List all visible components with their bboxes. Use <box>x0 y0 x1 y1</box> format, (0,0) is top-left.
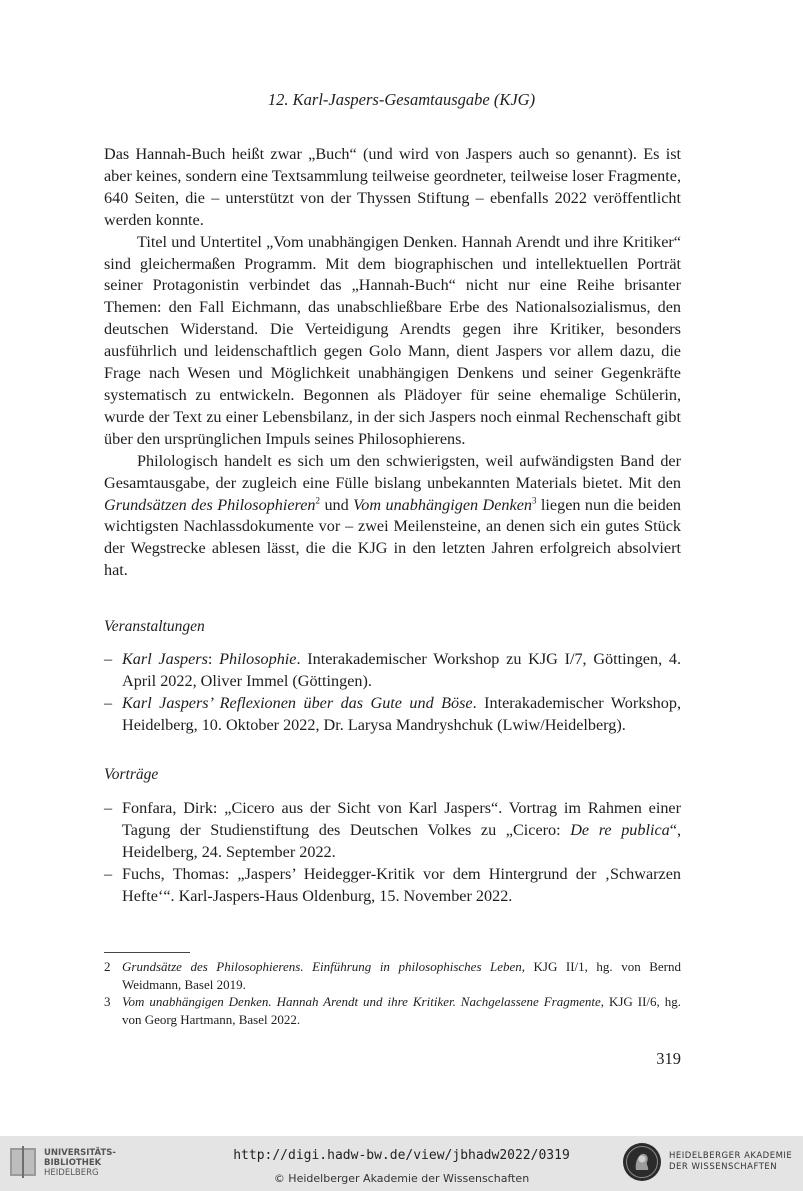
academy-line-2: DER WISSENSCHAFTEN <box>669 1162 778 1172</box>
paragraph-3-title-2: Vom unabhängigen Denken <box>353 495 532 514</box>
page-header: 12. Karl-Jaspers-Gesamtausgabe (KJG) <box>267 90 536 109</box>
list-item <box>104 649 681 693</box>
footnote-title: Grundsätze des Philosophierens. Einführung in philosophisches Leben <box>122 959 522 974</box>
talks-heading: Vorträge <box>104 766 159 783</box>
library-line-2: BIBLIOTHEK <box>44 1158 102 1168</box>
event-details: . Interakademischer Workshop, Heidelberg, 10. Oktober 2022, Dr. Larysa Mandryshchuk (Lwiw/Heidelberg). <box>122 693 681 734</box>
events-list <box>104 649 681 737</box>
paragraph-3 <box>104 451 681 582</box>
copyright-notice: © Heidelberger Akademie der Wissenschaften <box>273 1172 530 1185</box>
footnote-title: Vom unabhängigen Denken. Hannah Arendt und ihre Kritiker. Nachgelassene Fragmente <box>122 994 601 1009</box>
list-dash: – <box>104 650 113 668</box>
list-dash: – <box>104 799 113 817</box>
talk-title: De re publica <box>570 820 670 839</box>
paragraph-3-title-1: Grundsätzen des Philosophieren <box>104 495 316 514</box>
talk-details: “, Heidelberg, 24. September 2022. <box>122 820 681 861</box>
list-item <box>104 798 681 864</box>
page-number: 319 <box>656 1049 681 1068</box>
list-dash: – <box>104 693 113 712</box>
footnote-2 <box>104 958 681 993</box>
body-text <box>104 144 681 582</box>
footnotes <box>104 958 681 1028</box>
paragraph-1: Das Hannah-Buch heißt zwar „Buch“ (und wird von Jaspers auch so genannt). Es ist aber keines, sondern eine Textsammlung teilweise geordneter, teilweise loser Fragmente, 640 Seiten, die – unterstützt von der Thyssen Stiftung – ebenfalls 2022 veröffentlicht werden konnte. <box>104 145 681 229</box>
events-heading: Veranstaltungen <box>104 618 205 635</box>
list-item <box>104 693 681 737</box>
list-item <box>104 864 681 908</box>
footnote-3 <box>104 993 681 1028</box>
paragraph-2: Titel und Untertitel „Vom unabhängigen Denken. Hannah Arendt und ihre Kritiker“ sind gleichermaßen Programm. Mit dem biographischen und intellektuellen Porträt seiner Protagonistin verbindet das „Hannah-Buch“ nicht nur eine Reihe brisanter Themen: den Fall Eichmann, das unabschließbare Erbe des Nationalsozialismus, den deutschen Widerstand. Die Verteidigung Arendts gegen ihre Kritiker, besonders ausführlich und leidenschaftlich gegen Golo Mann, dient Jaspers vor allem dazu, die Frage nach Wesen und Möglichkeit unabhängigen Denkens und seiner Gegenkräfte systematisch zu entwickeln. Begonnen als Plädoyer für seine ehemalige Schülerin, wurde der Text zu einer Lebensbilanz, in der sich Jaspers noch einmal Rechenschaft gibt über den ursprünglichen Impuls seines Philosophierens. <box>104 232 681 448</box>
footnote-ref-2[interactable]: 2 <box>315 495 321 506</box>
paragraph-3-part2: und <box>320 495 354 514</box>
event-author: Karl Jaspers <box>122 650 208 668</box>
paragraph-3-part1: Philologisch handelt es sich um den schwierigsten, weil aufwändigsten Band der Gesamtausgabe, der zugleich eine Fülle bislang unbekannten Materials bietet. Mit den <box>104 451 681 492</box>
footnote-details: , KJG II/6, hg. von Georg Hartmann, Basel 2022. <box>122 994 681 1027</box>
library-line-3: HEIDELBERG <box>44 1168 99 1178</box>
library-line-1: UNIVERSITÄTS- <box>44 1148 116 1158</box>
academy-line-1: HEIDELBERGER AKADEMIE <box>669 1151 793 1161</box>
event-separator: : <box>207 650 220 668</box>
list-dash: – <box>104 864 113 883</box>
academy-seal-icon[interactable] <box>622 1142 662 1182</box>
event-details: . Interakademischer Workshop zu KJG I/7, Göttingen, 4. April 2022, Oliver Immel (Göttingen). <box>122 650 682 690</box>
footnote-details: , KJG II/1, hg. von Bernd Weidmann, Basel 2019. <box>122 959 681 992</box>
footnote-number: 2 <box>104 959 111 974</box>
talk-text: Fonfara, Dirk: „Cicero aus der Sicht von Karl Jaspers“. Vortrag im Rahmen einer Tagung der Studienstiftung des Deutschen Volkes zu „Cicero: <box>122 799 681 839</box>
footnote-ref-3[interactable]: 3 <box>531 495 537 506</box>
talk-text: Fuchs, Thomas: „Jaspers’ Heidegger-Kritik vor dem Hintergrund der ‚Schwarzen Hefte‘“. Karl-Jaspers-Haus Oldenburg, 15. November 2022. <box>122 864 681 905</box>
footer-bar <box>0 1136 803 1191</box>
event-title: Karl Jaspers’ Reflexionen über das Gute und Böse <box>122 693 473 712</box>
academy-name[interactable] <box>669 1151 792 1173</box>
footnote-number: 3 <box>104 994 111 1009</box>
event-title: Philosophie <box>219 650 297 668</box>
permalink-url[interactable]: http://digi.hadw-bw.de/view/jbhadw2022/0319 <box>233 1148 570 1163</box>
paragraph-3-part3: liegen nun die beiden wichtigsten Nachlassdokumente vor – zwei Meilensteine, an denen sich ein gutes Stück der Wegstrecke ablesen lässt, die die KJG in den letzten Jahren erfolgreich absolviert hat. <box>104 495 681 580</box>
talks-list <box>104 798 681 908</box>
footnote-divider <box>104 952 190 953</box>
